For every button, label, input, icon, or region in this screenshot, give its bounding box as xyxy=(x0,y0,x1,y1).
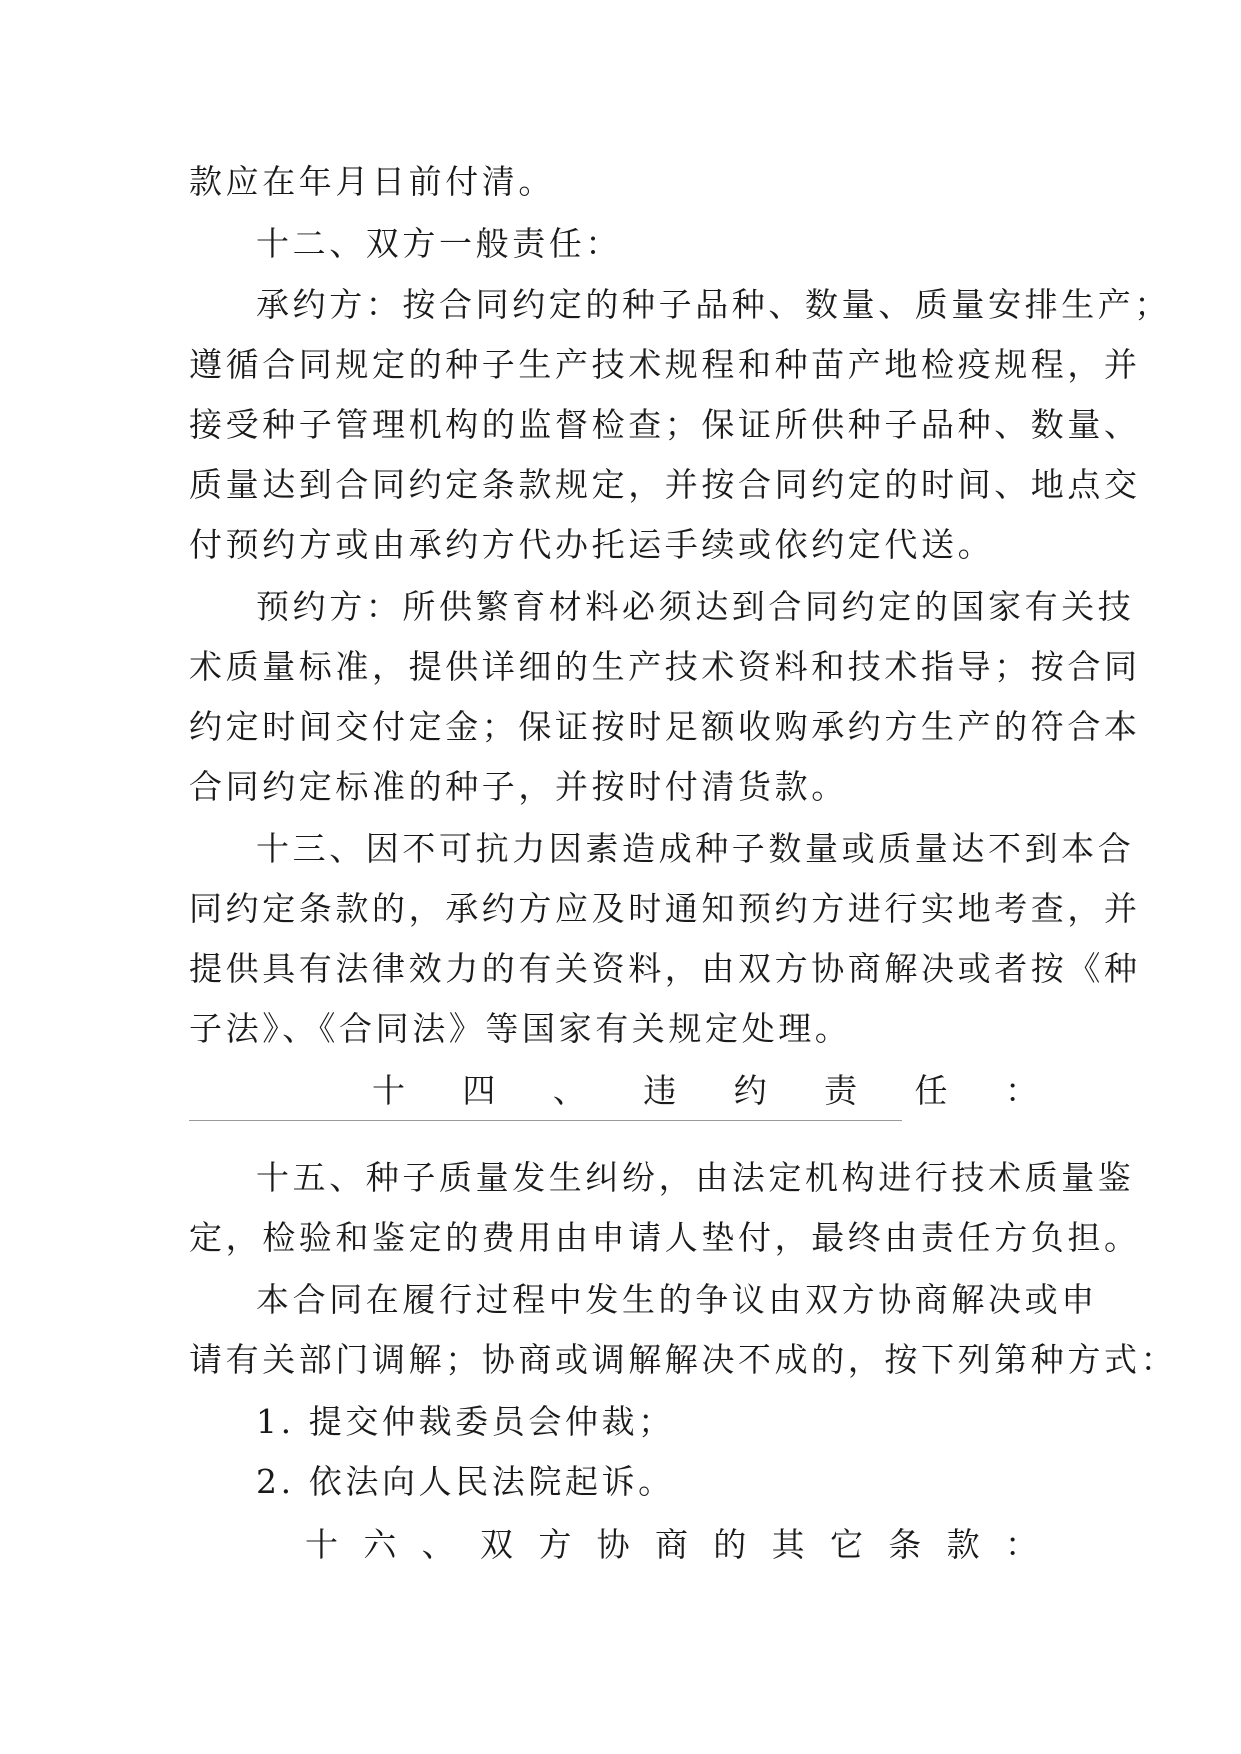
contractor-paragraph-line: 付预约方或由承约方代办托运手续或依约定代送。 xyxy=(189,525,995,564)
contractor-paragraph-line: 遵循合同规定的种子生产技术规程和种苗产地检疫规程，并 xyxy=(189,345,1141,384)
section-15-line: 十五、种子质量发生纠纷，由法定机构进行技术质量鉴 xyxy=(256,1158,1135,1197)
purchaser-paragraph-line: 预约方：所供繁育材料必须达到合同约定的国家有关技 xyxy=(256,587,1135,626)
section-13-line: 十三、因不可抗力因素造成种子数量或质量达不到本合 xyxy=(256,829,1135,868)
heading-char: 协 xyxy=(596,1525,630,1564)
heading-char: ： xyxy=(1004,1071,1038,1110)
blank-fill-line xyxy=(189,1120,902,1121)
contractor-paragraph-line: 承约方：按合同约定的种子品种、数量、质量安排生产； xyxy=(256,285,1171,324)
heading-char: 六 xyxy=(363,1525,397,1564)
heading-char: 其 xyxy=(771,1525,805,1564)
heading-char: 方 xyxy=(538,1525,572,1564)
heading-char: 违 xyxy=(643,1071,677,1110)
section-16-heading xyxy=(305,1515,1038,1575)
heading-char: 、 xyxy=(421,1525,455,1564)
section-13-line: 子法》、《合同法》等国家有关规定处理。 xyxy=(189,1009,852,1048)
heading-char: ： xyxy=(1004,1525,1038,1564)
disputes-line: 本合同在履行过程中发生的争议由双方协商解决或申 xyxy=(256,1280,1098,1319)
heading-char: 责 xyxy=(824,1071,858,1110)
option-line: 1. 提交仲裁委员会仲裁； xyxy=(256,1402,675,1441)
heading-char: 约 xyxy=(733,1071,767,1110)
section-13-line: 提供具有法律效力的有关资料，由双方协商解决或者按《种 xyxy=(189,949,1141,988)
heading-char: 双 xyxy=(479,1525,513,1564)
heading-char: 条 xyxy=(888,1525,922,1564)
heading-char: 、 xyxy=(552,1071,586,1110)
heading-char: 十 xyxy=(305,1525,338,1564)
heading-char: 任 xyxy=(914,1071,948,1110)
continuation-line: 款应在年月日前付清。 xyxy=(189,162,555,201)
contractor-paragraph-line: 接受种子管理机构的监督检查；保证所供种子品种、数量、 xyxy=(189,405,1141,444)
contractor-paragraph-line: 质量达到合同约定条款规定，并按合同约定的时间、地点交 xyxy=(189,465,1141,504)
heading-char: 它 xyxy=(829,1525,863,1564)
section-12-heading: 十二、双方一般责任： xyxy=(256,224,622,263)
purchaser-paragraph-line: 合同约定标准的种子，并按时付清货款。 xyxy=(189,767,848,806)
heading-char: 商 xyxy=(654,1525,688,1564)
option-line: 2. 依法向人民法院起诉。 xyxy=(256,1462,675,1501)
section-13-line: 同约定条款的，承约方应及时通知预约方进行实地考查，并 xyxy=(189,889,1141,928)
section-14-heading xyxy=(372,1061,1038,1121)
heading-char: 的 xyxy=(713,1525,747,1564)
disputes-line: 请有关部门调解；协商或调解解决不成的，按下列第种方式： xyxy=(189,1340,1178,1379)
purchaser-paragraph-line: 术质量标准，提供详细的生产技术资料和技术指导；按合同 xyxy=(189,647,1141,686)
heading-char: 十 xyxy=(372,1071,405,1110)
section-15-line: 定，检验和鉴定的费用由申请人垫付，最终由责任方负担。 xyxy=(189,1218,1141,1257)
purchaser-paragraph-line: 约定时间交付定金；保证按时足额收购承约方生产的符合本 xyxy=(189,707,1141,746)
heading-char: 四 xyxy=(462,1071,496,1110)
heading-char: 款 xyxy=(946,1525,980,1564)
